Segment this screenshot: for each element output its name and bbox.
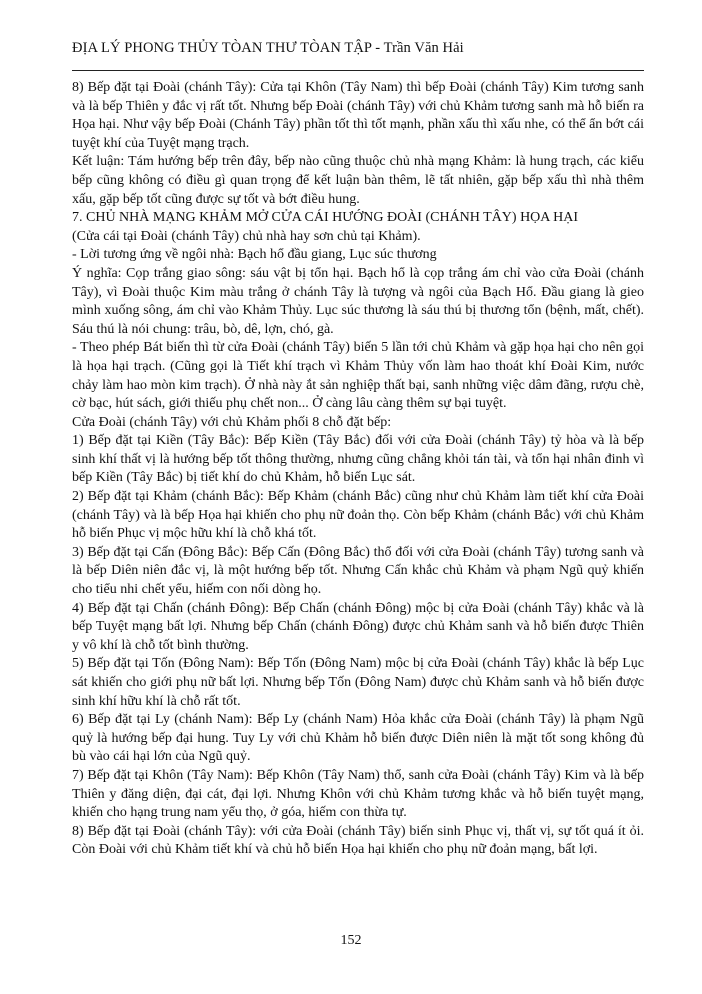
paragraph: - Theo phép Bát biến thì từ cửa Đoài (chánh Tây) biến 5 lần tới chủ Khảm và gặp họa hại cho nên gọi là họa hại trạch. (Cũng gọi là Tiết khí trạch vì Khảm Thủy vốn làm hao thoát khí Đoài Kim, nước chảy làm hao mòn kim trạch). Ở nhà này ắt sản nghiệp thất bại, sanh những việc dâm đãng, rượu chè, cờ bạc, hút sách, giới thiếu phụ chết non... Ở càng lâu càng thêm sự bại tuyệt. (72, 340, 644, 412)
list-item: 1) Bếp đặt tại Kiền (Tây Bắc): Bếp Kiền (Tây Bắc) đối với cửa Đoài (chánh Tây) tỷ hòa và là bếp sinh khí thất vị là hướng bếp tốt thông thường, nhưng cũng chẳng khỏi tán tài, và tổn hại nhân đinh vì bếp Kiền (Tây Bắc) bị tiết khí do chủ Khảm, hỗ biến Lục sát. (72, 433, 644, 486)
list-item: 6) Bếp đặt tại Ly (chánh Nam): Bếp Ly (chánh Nam) Hỏa khắc cửa Đoài (chánh Tây) là phạm Ngũ quỷ là hướng bếp đại hung. Tuy Ly với chủ Khảm hỗ biến được Diên niên là mặt tốt song không đủ bù vào cái hại lớn của Ngũ quỷ. (72, 712, 644, 765)
header-rule (72, 70, 644, 71)
list-item: 8) Bếp đặt tại Đoài (chánh Tây): với cửa Đoài (chánh Tây) biến sinh Phục vị, thất vị, sự tốt quá ít ỏi. Còn Đoài với chủ Khảm tiết khí và chủ hỗ biến Họa hại khiến cho phụ nữ đoản mạng, bất lợi. (72, 823, 644, 858)
page-number: 152 (340, 933, 362, 948)
list-item: 4) Bếp đặt tại Chấn (chánh Đông): Bếp Chấn (chánh Đông) mộc bị cửa Đoài (chánh Tây) khắc và là bếp Tuyệt mạng bất lợi. Nhưng bếp Chấn (chánh Đông) được chủ Khảm sanh và hỗ biến được Thiên y vô khí là chỗ tốt bình thường. (72, 600, 644, 653)
paragraph: Kết luận: Tám hướng bếp trên đây, bếp nào cũng thuộc chủ nhà mạng Khảm: là hung trạch, các kiểu bếp cũng không có điều gì quan trọng để kết luận bàn thêm, lẽ tất nhiên, gặp bếp xấu thì nhà thêm xấu, gặp bếp tốt cũng được sự tốt và bớt điều hung. (72, 154, 644, 207)
paragraph: Cửa Đoài (chánh Tây) với chủ Khảm phối 8 chỗ đặt bếp: (72, 414, 392, 430)
paragraph: (Cửa cái tại Đoài (chánh Tây) chủ nhà hay sơn chủ tại Khảm). (72, 228, 421, 244)
section-heading: 7. CHỦ NHÀ MẠNG KHẢM MỞ CỬA CÁI HƯỚNG ĐOÀI (CHÁNH TÂY) HỌA HẠI (72, 210, 579, 226)
list-item: 5) Bếp đặt tại Tốn (Đông Nam): Bếp Tốn (Đông Nam) mộc bị cửa Đoài (chánh Tây) khắc là bếp Lục sát khiến cho giới phụ nữ bất lợi. Nhưng bếp Tốn (Đông Nam) được chủ Khảm sanh và hỗ biến được sinh khí hữu khí là chỗ rất tốt. (72, 656, 644, 709)
list-item: 7) Bếp đặt tại Khôn (Tây Nam): Bếp Khôn (Tây Nam) thổ, sanh cửa Đoài (chánh Tây) Kim và là bếp Thiên y đăng diện, đại cát, đại lợi. Nhưng Khôn với chủ Khảm tương khắc và hỗ biến tuyệt mạng, khiến cho hạng trung nam yểu thọ, ở góa, hiếm con thừa tự. (72, 767, 644, 821)
paragraph: Ý nghĩa: Cọp trắng giao sông: sáu vật bị tổn hại. Bạch hổ là cọp trắng ám chỉ vào cửa Đoài (chánh Tây), vì Đoài thuộc Kim màu trắng ở chánh Tây là tượng và ngôi của Bạch Hổ. Đầu giang là gieo mình xuống sông, ám chỉ vào Khảm Thủy. Lục súc thương là sáu thú bị thương tổn (bệnh, mất, chết). Sáu thú là nói chung: trâu, bò, dê, lợn, chó, gà. (72, 265, 644, 337)
list-item: 3) Bếp đặt tại Cấn (Đông Bắc): Bếp Cấn (Đông Bắc) thổ đối với cửa Đoài (chánh Tây) tương sanh và là bếp Diên niên đắc vị, là một hướng bếp tốt. Nhưng Cấn khắc chủ Khảm và phạm Ngũ quỷ khiến cho tiểu nhi chết yểu, hiếm con nối dòng họ. (72, 544, 644, 598)
body-text (72, 79, 644, 860)
running-header: ĐỊA LÝ PHONG THỦY TÒAN THƯ TÒAN TẬP - Trần Văn Hải (72, 40, 464, 56)
list-item: 2) Bếp đặt tại Khảm (chánh Bắc): Bếp Khảm (chánh Bắc) cũng như chủ Khảm làm tiết khí cửa Đoài (chánh Tây) và là bếp Họa hại khiến cho phụ nữ đoản thọ. Còn bếp Khảm (chánh Bắc) với chủ Khảm hỗ biến Phục vị mộc hữu khí là chỗ khá tốt. (72, 489, 644, 542)
paragraph: 8) Bếp đặt tại Đoài (chánh Tây): Cửa tại Khôn (Tây Nam) thì bếp Đoài (chánh Tây) Kim tương sanh và là bếp Thiên y đắc vị rất tốt. Nhưng bếp Đoài (chánh Tây) với chủ Khảm tương sanh mà hỗ biến ra Họa hại. Như vậy bếp Đoài (Chánh Tây) phần tốt thì tốt mạnh, phần xấu thì xấu nhe, có thể ẩn bớt cái tuyệt khí của Tuyệt mạng trạch. (72, 80, 644, 151)
paragraph: - Lời tương ứng về ngôi nhà: Bạch hổ đầu giang, Lục súc thương (72, 247, 437, 263)
